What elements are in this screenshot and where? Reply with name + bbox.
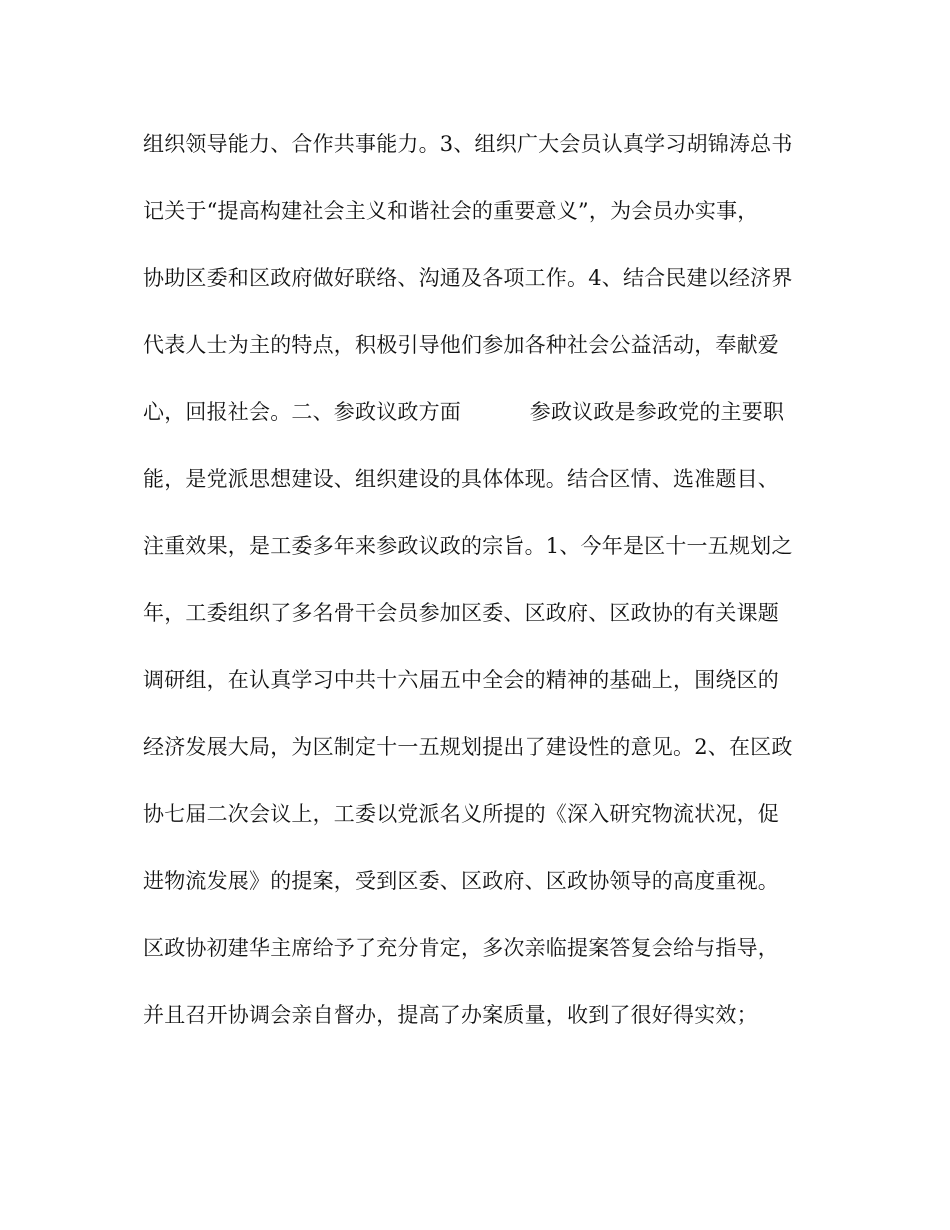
text-line: 区政协初建华主席给予了充分肯定，多次亲临提案答复会给与指导， [143,936,779,960]
body-text [143,122,813,1060]
text-line: 注重效果，是工委多年来参政议政的宗旨。1、今年是区十一五规划之 [143,534,793,558]
text-line: 年，工委组织了多名骨干会员参加区委、区政府、区政协的有关课题 [143,601,779,625]
text-line: 并且召开协调会亲自督办，提高了办案质量，收到了很好得实效； [143,1003,758,1027]
text-line: 记关于“提高构建社会主义和谐社会的重要意义”，为会员办实事， [143,199,759,223]
text-line: 代表人士为主的特点，积极引导他们参加各种社会公益活动，奉献爱 [143,333,779,357]
text-line: 经济发展大局，为区制定十一五规划提出了建设性的意见。2、在区政 [143,735,793,759]
text-line: 协助区委和区政府做好联络、沟通及各项工作。4、结合民建以经济界 [143,266,793,290]
text-line: 协七届二次会议上，工委以党派名义所提的《深入研究物流状况，促 [143,802,779,826]
text-line: 心，回报社会。二、参政议政方面 参政议政是参政党的主要职 [143,400,785,424]
text-line: 能，是党派思想建设、组织建设的具体体现。结合区情、选准题目、 [143,467,779,491]
text-line: 调研组，在认真学习中共十六届五中全会的精神的基础上，围绕区的 [143,668,779,692]
text-line: 组织领导能力、合作共事能力。3、组织广大会员认真学习胡锦涛总书 [143,132,793,156]
text-line: 进物流发展》的提案，受到区委、区政府、区政协领导的高度重视。 [143,869,779,893]
